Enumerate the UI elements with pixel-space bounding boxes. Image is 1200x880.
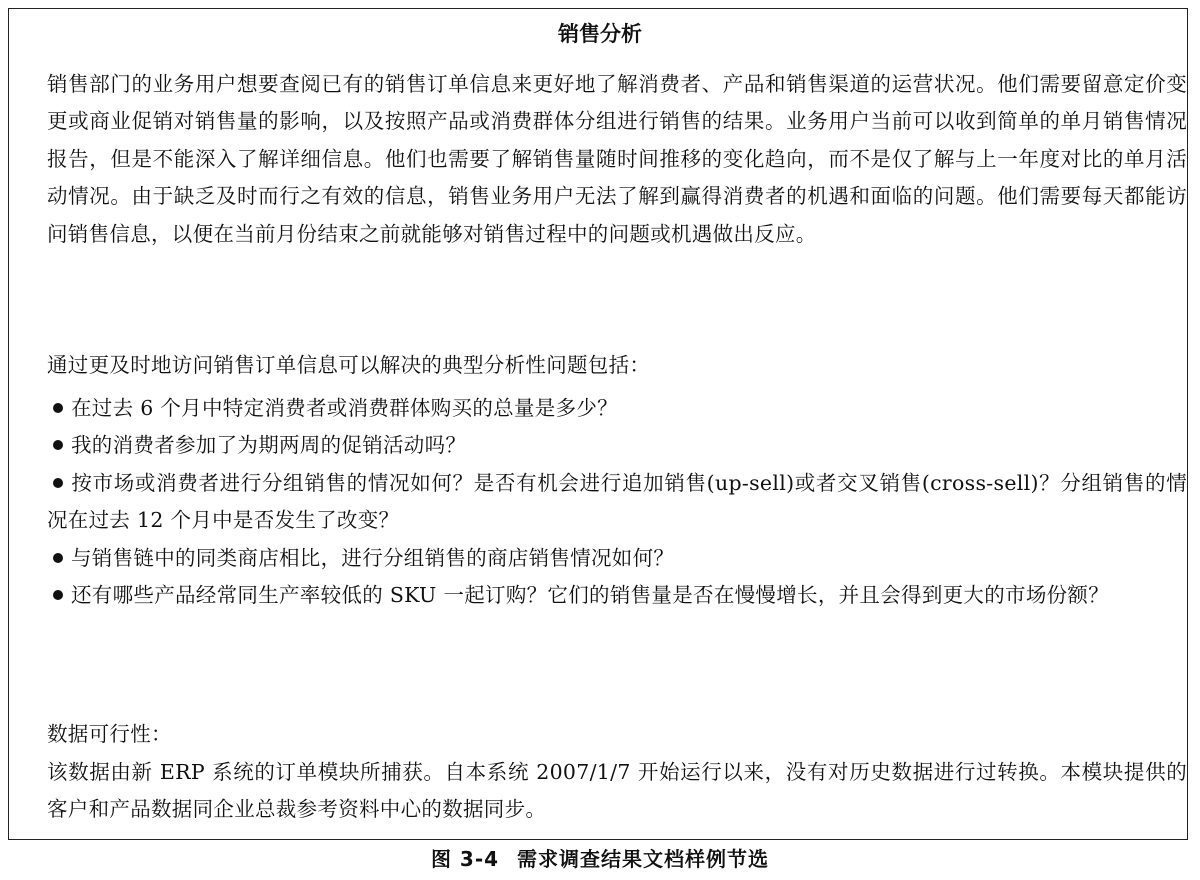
feasibility-text: 该数据由新 ERP 系统的订单模块所捕获。自本系统 2007/1/7 开始运行以来，没有对历史数据进行过转换。本模块提供的客户和产品数据同企业总裁参考资料中心的数据同步。 [47,760,1187,822]
document-title: 销售分析 [558,22,642,46]
list-item [47,540,1187,577]
list-item-text: 在过去 6 个月中特定消费者或消费群体购买的总量是多少？ [71,396,618,420]
intro-paragraph: 销售部门的业务用户想要查阅已有的销售订单信息来更好地了解消费者、产品和销售渠道的运营状况。他们需要留意定价变更或商业促销对销售量的影响，以及按照产品或消费群体分组进行销售的结果。业务用户当前可以收到简单的单月销售情况报告，但是不能深入了解详细信息。他们也需要了解销售量随时间推移的变化趋向，而不是仅了解与上一年度对比的单月活动情况。由于缺乏及时而行之有效的信息，销售业务用户无法了解到赢得消费者的机遇和面临的问题。他们需要每天都能访问销售信息，以便在当前月份结束之前就能够对销售过程中的问题或机遇做出反应。 [47,72,1187,246]
list-item-text: 与销售链中的同类商店相比，进行分组销售的商店销售情况如何？ [71,545,675,570]
questions-intro: 通过更及时地访问销售订单信息可以解决的典型分析性问题包括： [47,353,651,377]
list-item-text: 按市场或消费者进行分组销售的情况如何？是否有机会进行追加销售(up-sell)或者交叉销售(cross-sell)？分组销售的情况在过去 12 个月中是否发生了改变？ [47,470,1187,533]
figure-caption-text: 需求调查结果文档样例节选 [517,847,770,871]
bullet-icon [53,590,63,600]
list-item [47,577,1187,614]
list-item [47,465,1187,540]
figure-number: 图 3-4 [430,847,500,871]
bullet-icon [53,478,63,488]
list-item [47,390,1187,427]
feasibility-heading: 数据可行性： [47,722,172,746]
bullet-icon [53,403,63,413]
bullet-icon [53,553,63,563]
figure-caption [0,845,1200,873]
list-item [47,427,1187,464]
question-list [47,390,1187,614]
list-item-text: 还有哪些产品经常同生产率较低的 SKU 一起订购？它们的销售量是否在慢慢增长，并且会得到更大的市场份额？ [71,583,1110,608]
bullet-icon [53,440,63,450]
list-item-text: 我的消费者参加了为期两周的促销活动吗？ [71,433,467,458]
